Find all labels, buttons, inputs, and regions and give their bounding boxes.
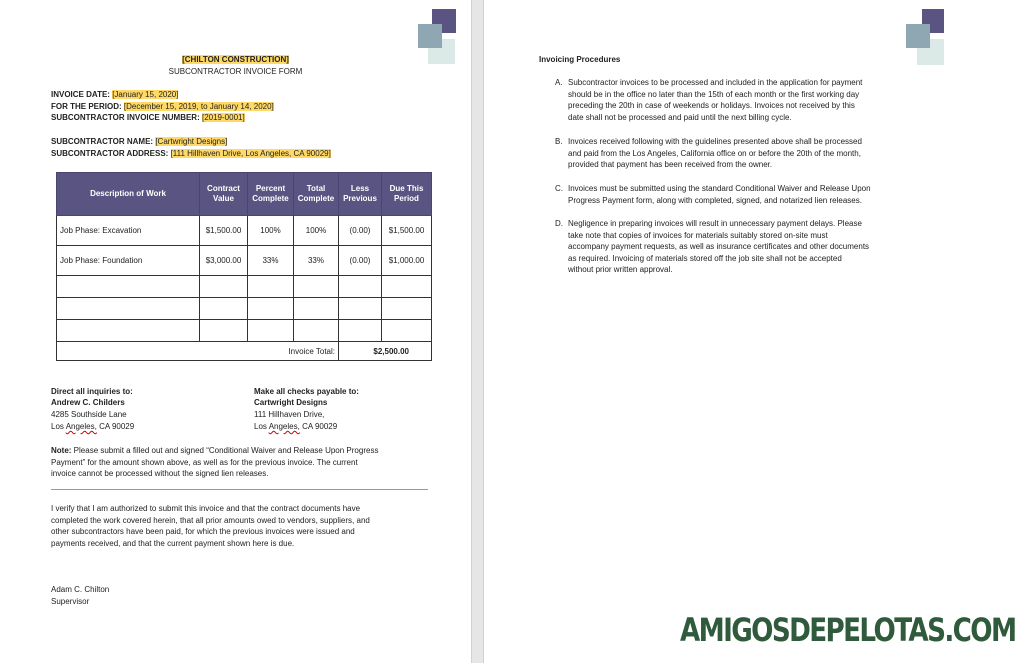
invoice-page (0, 0, 471, 663)
payable-city: Los Angeles, CA 90029 (254, 422, 338, 431)
invoice-period: FOR THE PERIOD: [December 15, 2019, to January 14, 2020] (51, 102, 274, 111)
divider (51, 489, 428, 490)
invoice-date: INVOICE DATE: [January 15, 2020] (51, 90, 179, 99)
cell-description: Job Phase: Excavation (57, 216, 200, 246)
cell-due-this-period: $1,000.00 (382, 246, 432, 276)
subcontractor-address: SUBCONTRACTOR ADDRESS: [111 Hillhaven Drive, Los Angeles, CA 90029] (51, 149, 331, 158)
cell-total-complete: 33% (294, 246, 339, 276)
invoice-number: SUBCONTRACTOR INVOICE NUMBER: [2019-0001] (51, 113, 245, 122)
cell-less-previous: (0.00) (339, 246, 382, 276)
col-header-percent-complete: Percent Complete (248, 173, 294, 216)
table-row-empty (57, 320, 432, 342)
payable-heading: Make all checks payable to: (254, 387, 359, 396)
col-header-description: Description of Work (57, 173, 200, 216)
col-header-less-previous: Less Previous (339, 173, 382, 216)
decor-square-mid (906, 24, 930, 48)
invoice-total-label: Invoice Total: (57, 342, 339, 361)
cell-contract-value: $1,500.00 (200, 216, 248, 246)
inquiries-city: Los Angeles, CA 90029 (51, 422, 135, 431)
table-row-empty (57, 276, 432, 298)
cell-contract-value: $3,000.00 (200, 246, 248, 276)
procedure-item-b: B. Invoices received following with the guidelines presented above shall be processed and paid from the Los Angeles, California office on or before the 20th of the month, provided that payment has been received from the owner. (555, 137, 862, 169)
form-title: SUBCONTRACTOR INVOICE FORM (168, 67, 303, 76)
cell-percent-complete: 100% (248, 216, 294, 246)
col-header-total-complete: Total Complete (294, 173, 339, 216)
cell-total-complete: 100% (294, 216, 339, 246)
signature-title: Supervisor (51, 597, 90, 606)
payable-street: 111 Hillhaven Drive, (254, 410, 325, 419)
invoice-total-value: $2,500.00 (339, 342, 432, 361)
cell-less-previous: (0.00) (339, 216, 382, 246)
cell-description: Job Phase: Foundation (57, 246, 200, 276)
procedures-title: Invoicing Procedures (539, 55, 621, 64)
page-gutter (471, 0, 484, 663)
procedure-item-a: A. Subcontractor invoices to be processed and included in the application for payment should be in the office no later than the 15th of each month or the first working day preceding the 20th in case of weekends or holidays. Invoices not received by this date shall not be processed and paid until the next billing cycle. (555, 78, 863, 122)
col-header-contract-value: Contract Value (200, 173, 248, 216)
table-row (57, 246, 432, 276)
table-row-empty (57, 298, 432, 320)
watermark-logo: AMIGOSDEPELOTAS.COM (680, 611, 1015, 649)
note-paragraph: Note: Please submit a filled out and signed “Conditional Waiver and Release Upon Progress Payment” for the amount shown above, as well as for the previous invoice. The current invoice cannot be processed without the signed lien releases. (51, 446, 379, 478)
table-header-row (57, 173, 432, 216)
inquiries-heading: Direct all inquiries to: (51, 387, 133, 396)
signature-name: Adam C. Chilton (51, 585, 110, 594)
decor-square-mid (418, 24, 442, 48)
procedure-item-d: D. Negligence in preparing invoices will result in unnecessary payment delays. Please take note that copies of invoices for materials suitably stored on-site must accompany payment requests, as well as insurance certificates and other documents as required. Invoicing of materials stored off the job site shall not be accepted without prior written approval. (555, 219, 870, 274)
procedure-item-c: C. Invoices must be submitted using the standard Conditional Waiver and Release Upon Progress Payment form, along with completed, signed, and notarized lien releases. (555, 184, 871, 205)
payable-name: Cartwright Designs (254, 398, 328, 407)
verification-paragraph: I verify that I am authorized to submit this invoice and that the contract documents have completed the work covered herein, that all prior amounts owed to vendors, suppliers, and other subcontractors have been paid, for which the previous invoices were issued and payments received, and that the current payment shown here is due. (51, 504, 370, 548)
company-name: [CHILTON CONSTRUCTION] (182, 55, 289, 64)
cell-due-this-period: $1,500.00 (382, 216, 432, 246)
inquiries-street: 4285 Southside Lane (51, 410, 127, 419)
invoice-table (56, 172, 432, 361)
subcontractor-name: SUBCONTRACTOR NAME: [Cartwright Designs] (51, 137, 228, 146)
cell-percent-complete: 33% (248, 246, 294, 276)
table-row (57, 216, 432, 246)
col-header-due-this-period: Due This Period (382, 173, 432, 216)
table-total-row (57, 342, 432, 361)
inquiries-name: Andrew C. Childers (51, 398, 125, 407)
